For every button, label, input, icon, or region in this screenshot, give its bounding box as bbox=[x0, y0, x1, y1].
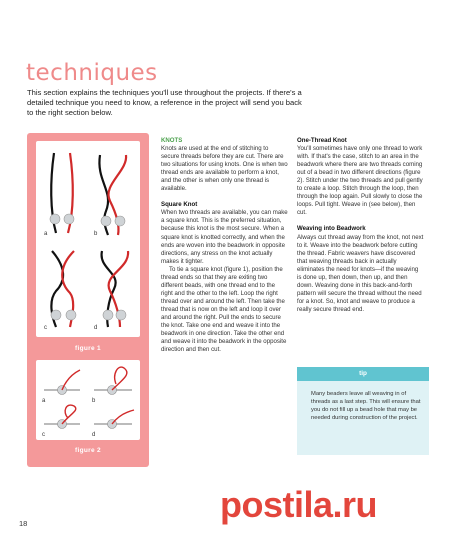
page-number: 18 bbox=[19, 519, 28, 528]
knots-intro: Knots are used at the end of stitching to secure threads before they are cut. There are two situations for using knots. One is when two thread ends are available to perform a knot, and the other is when only one thread is available. bbox=[161, 145, 288, 193]
figure-1-label-a: a bbox=[44, 231, 48, 237]
square-knot-paragraph-1: When two threads are available, you can make a square knot. This is the preferred situation, because this knot is the most secure. When a square knot is knotted correctly, and when the ends are woven into the beadwork in opposite directions, any stress on the knot actually makes it tighter. bbox=[161, 209, 288, 265]
one-thread-knot-heading: One-Thread Knot bbox=[297, 137, 347, 144]
figure-2-caption: figure 2 bbox=[75, 447, 101, 454]
tip-body: Many beaders leave all weaving in of threads as a last step. This will ensure that you do not fill up a bead hole that may be needed during construction of the project. bbox=[311, 391, 421, 422]
figure-1-label-b: b bbox=[94, 231, 98, 237]
weaving-heading: Weaving into Beadwork bbox=[297, 225, 366, 233]
square-knot-paragraph-2: To tie a square knot (figure 1), position the thread ends so that they are exiting two different beads, with one thread end to the right and the other to the left. Loop the right thread over and around the left. Then take the thread that is now on the left and loop it over and around the right. Pull the ends to secure the knot. Take one end and weave it into the beadwork in one direction. Take the other end and weave it into the beadwork in the opposite direction and then cut. bbox=[161, 265, 287, 354]
figure-2-label-b: b bbox=[92, 398, 96, 404]
figure-1-illustration bbox=[36, 141, 140, 337]
figure-2-box bbox=[36, 360, 140, 440]
watermark-logo: postila.ru bbox=[220, 484, 378, 525]
figure-1-caption: figure 1 bbox=[75, 345, 101, 352]
figure-2-label-a: a bbox=[42, 398, 46, 404]
figure-2-label-c: c bbox=[42, 432, 45, 438]
figure-2-illustration bbox=[36, 360, 140, 440]
figure-1-label-d: d bbox=[94, 325, 98, 331]
figure-1-label-c: c bbox=[44, 325, 47, 331]
middle-column bbox=[161, 137, 288, 354]
page-title: techniques bbox=[26, 60, 158, 86]
figure-1-box bbox=[36, 141, 140, 337]
weaving-body: Always cut thread away from the knot, not next to it. Weave into the beadwork before cutting the thread. Fabric weavers have discovered that weaving threads back in actually eliminates the need for knots—if the weaving is done up, then down, then up, and then down. Weaving done in this back-and-forth pattern will secure the thread without the need for a knot. So, knot and weave to produce a really secure thread end. bbox=[297, 233, 424, 313]
one-thread-knot-body: You'll sometimes have only one thread to work with. If that's the case, stitch to an area in the beadwork where there are two threads coming out of a bead in two different directions (figure 2). Stitch under the two threads and pull gently to create a loop. Stitch through the loop, then through the loop again. Pull slowly to close the loops. Pull tight. Weave in (see below), then cut. bbox=[297, 145, 423, 217]
right-column bbox=[297, 137, 424, 314]
tip-heading: tip bbox=[297, 367, 429, 381]
square-knot-heading: Square Knot bbox=[161, 201, 198, 209]
figure-panel bbox=[27, 133, 149, 467]
intro-paragraph: This section explains the techniques you'll use throughout the projects. If there's a detailed technique you need to know, a reference in the project will send you back to the right section below. bbox=[27, 88, 302, 117]
figure-2-label-d: d bbox=[92, 432, 96, 438]
tip-box bbox=[297, 367, 429, 455]
knots-heading: KNOTS bbox=[161, 137, 183, 144]
